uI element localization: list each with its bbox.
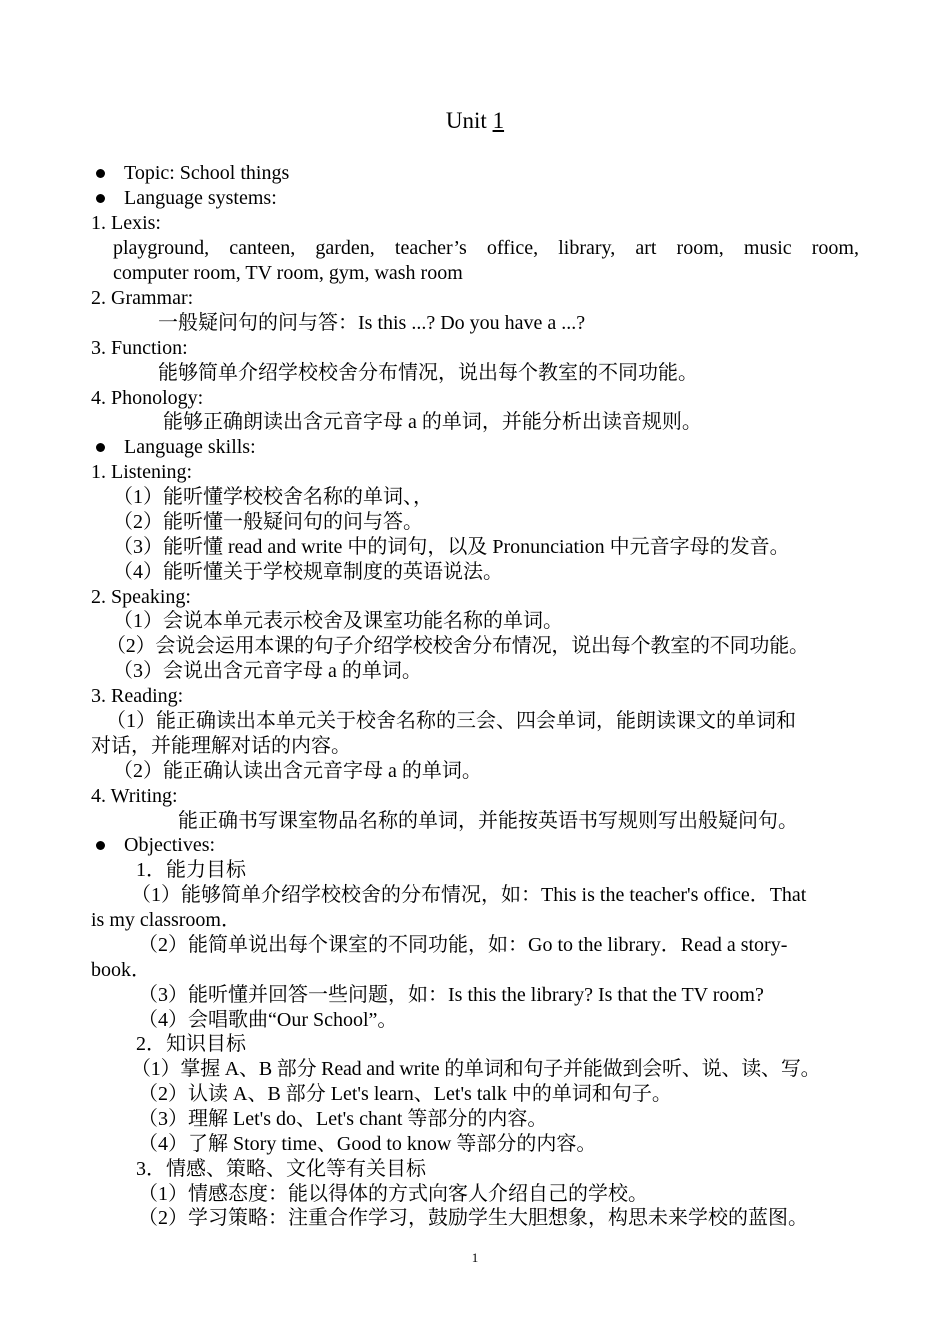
lexis-heading: 1. Lexis: (91, 212, 161, 234)
speaking-heading: 2. Speaking: (91, 586, 191, 608)
writing-body: 能正确书写课室物品名称的单词，并能按英语书写规则写出般疑问句。 (178, 810, 798, 832)
bullet-icon (96, 169, 105, 178)
knowledge-item-3: （3）理解 Let's do、Let's chant 等部分的内容。 (138, 1108, 548, 1130)
ability-item-4: （4）会唱歌曲“Our School”。 (138, 1009, 398, 1031)
speaking-item: （2）会说会运用本课的句子介绍学校校舍分布情况，说出每个教室的不同功能。 (106, 635, 809, 657)
ability-item-2-line-2: book． (91, 959, 151, 981)
affect-item-1: （1）情感态度：能以得体的方式向客人介绍自己的学校。 (138, 1183, 648, 1205)
listening-item: （1）能听懂学校校舍名称的单词、， (113, 486, 433, 508)
language-systems-heading: Language systems: (124, 187, 277, 209)
listening-heading: 1. Listening: (91, 461, 193, 483)
reading-item-1-line-1: （1）能正确读出本单元关于校舍名称的三会、四会单词，能朗读课文的单词和 (106, 710, 796, 732)
ability-item-1-line-2: is my classroom． (91, 909, 241, 931)
bullet-icon (96, 841, 105, 850)
page-title: Unit 1 (445, 108, 505, 133)
listening-item: （2）能听懂一般疑问句的问与答。 (113, 511, 423, 533)
phonology-heading: 4. Phonology: (91, 387, 204, 409)
listening-item: （4）能听懂关于学校规章制度的英语说法。 (113, 561, 503, 583)
page-number: 1 (471, 1250, 479, 1265)
affect-item-2: （2）学习策略：注重合作学习，鼓励学生大胆想象，构思未来学校的蓝图。 (138, 1207, 808, 1229)
reading-heading: 3. Reading: (91, 685, 184, 707)
function-body: 能够简单介绍学校校舍分布情况，说出每个教室的不同功能。 (158, 362, 698, 384)
listening-item: （3）能听懂 read and write 中的词句，以及 Pronunciation 中元音字母的发音。 (113, 536, 790, 558)
grammar-heading: 2. Grammar: (91, 287, 194, 309)
function-heading: 3. Function: (91, 337, 188, 359)
phonology-body: 能够正确朗读出含元音字母 a 的单词，并能分析出读音规则。 (163, 411, 702, 433)
reading-item-1-line-2: 对话，并能理解对话的内容。 (91, 735, 351, 757)
ability-item-2-line-1: （2）能简单说出每个课室的不同功能，如：Go to the library．Read a story- (138, 934, 788, 956)
knowledge-goals-heading: 2．知识目标 (136, 1033, 246, 1055)
topic-line: Topic: School things (124, 162, 290, 184)
objectives-heading: Objectives: (124, 834, 216, 856)
affect-goals-heading: 3．情感、策略、文化等有关目标 (136, 1158, 426, 1180)
speaking-item: （1）会说本单元表示校舍及课室功能名称的单词。 (113, 610, 563, 632)
unit-number: 1 (492, 108, 505, 133)
language-skills-heading: Language skills: (124, 436, 256, 458)
knowledge-item-1: （1）掌握 A、B 部分 Read and write 的单词和句子并能做到会听、说、读、写。 (131, 1058, 821, 1080)
lexis-words-line-1: playground, canteen, garden, teacher’s office, library, art room, music room, (113, 237, 859, 259)
knowledge-item-2: （2）认读 A、B 部分 Let's learn、Let's talk 中的单词和句子。 (138, 1083, 672, 1105)
knowledge-item-4: （4）了解 Story time、Good to know 等部分的内容。 (138, 1133, 597, 1155)
lexis-words-line-2: computer room, TV room, gym, wash room (113, 262, 463, 284)
ability-goals-heading: 1．能力目标 (136, 859, 246, 881)
ability-item-3: （3）能听懂并回答一些问题，如：Is this the library? Is that the TV room? (138, 984, 764, 1006)
ability-item-1-line-1: （1）能够简单介绍学校校舍的分布情况，如：This is the teacher's office．That (131, 884, 807, 906)
bullet-icon (96, 443, 105, 452)
speaking-item: （3）会说出含元音字母 a 的单词。 (113, 660, 422, 682)
reading-item-2: （2）能正确认读出含元音字母 a 的单词。 (113, 760, 482, 782)
bullet-icon (96, 194, 105, 203)
writing-heading: 4. Writing: (91, 785, 178, 807)
grammar-body: 一般疑问句的问与答：Is this ...? Do you have a ...? (158, 312, 586, 334)
